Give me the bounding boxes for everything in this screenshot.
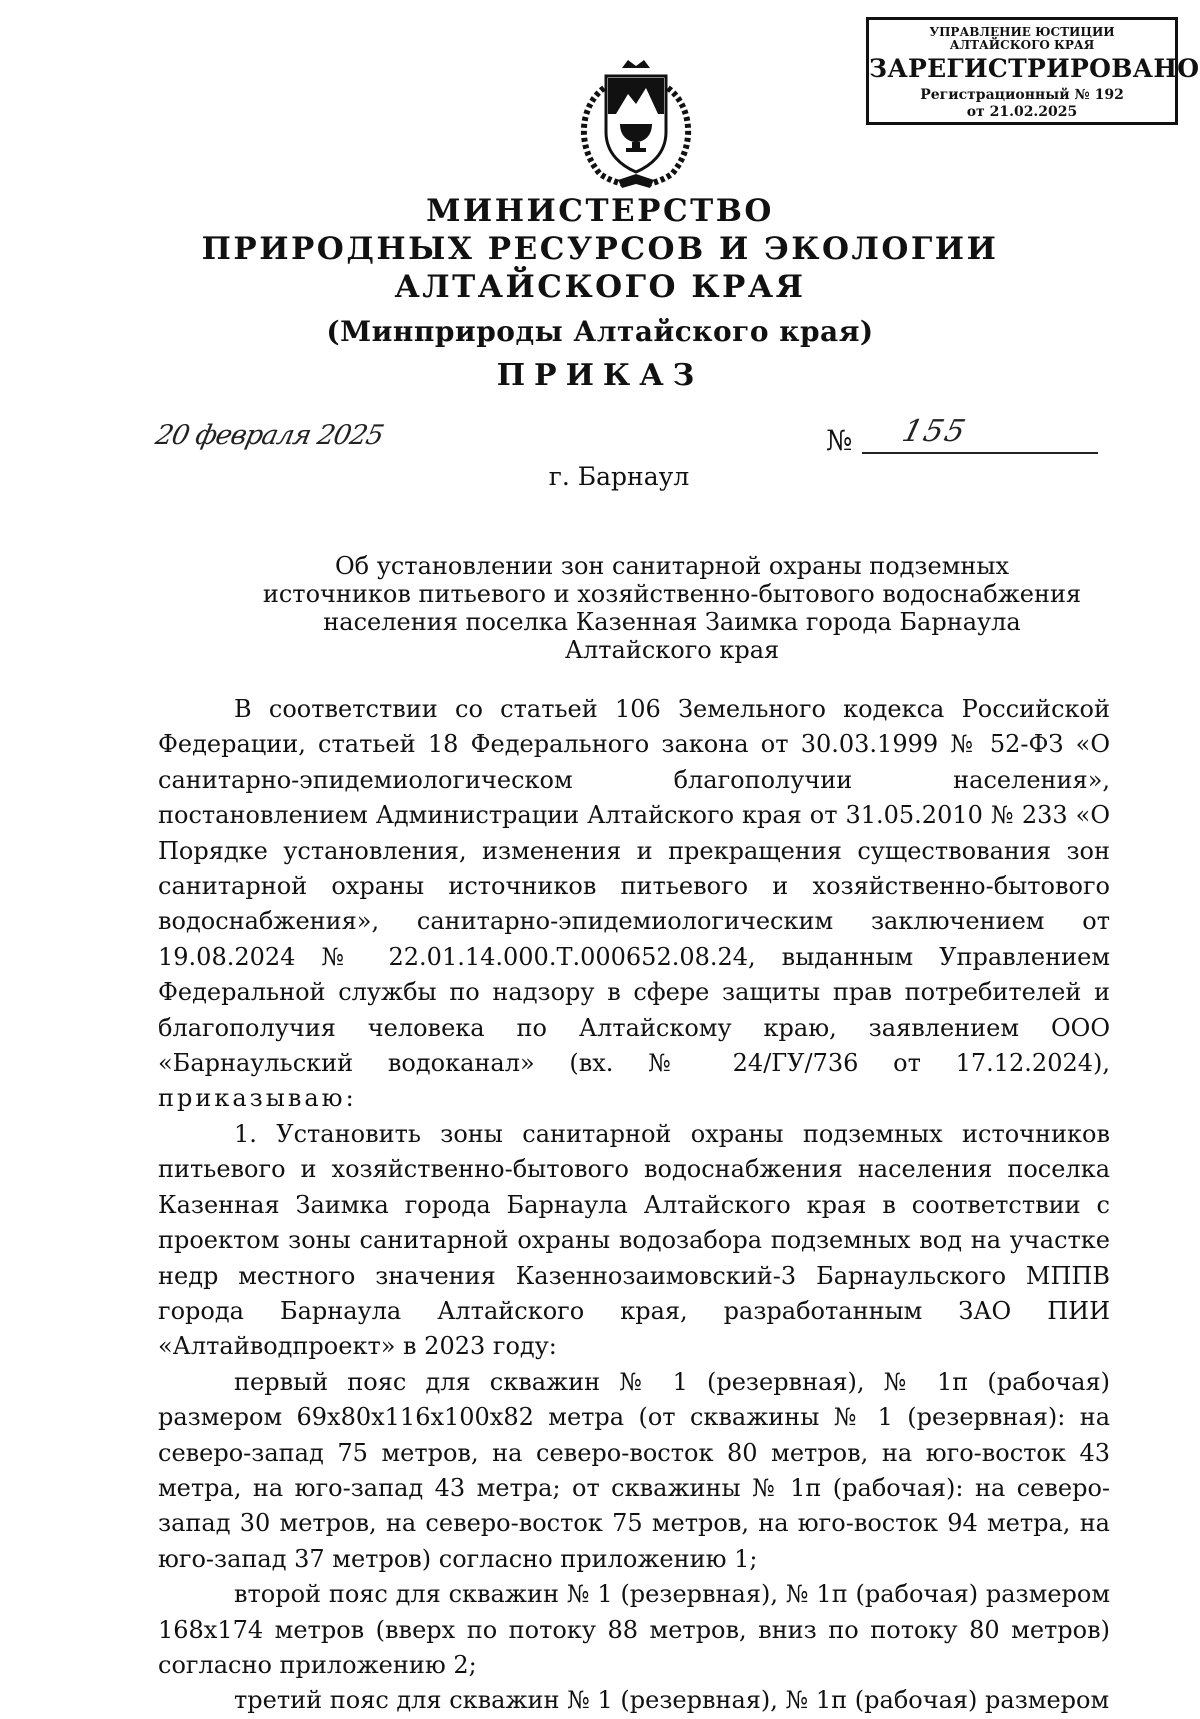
stamp-authority-line2: АЛТАЙСКОГО КРАЯ <box>949 37 1095 52</box>
header-line-1: МИНИСТЕРСТВО <box>426 193 774 229</box>
paragraph-first-belt: первый пояс для скважин № 1 (резервная), № 1п (рабочая) размером 69х80х116х100х82 метра (от скважины № 1 (резервная): на северо-запад 75 метров, на северо-восток 80 метров, на юго-восток 43 метра, на юго-запад 43 метра; от скважины № 1п (рабочая): на северо-запад 30 метров, на северо-восток 75 метров, на юго-восток 94 метра, на юго-запад 37 метров) согласно приложению 1; <box>158 1367 1110 1573</box>
header-line-2: ПРИРОДНЫХ РЕСУРСОВ И ЭКОЛОГИИ <box>201 231 999 267</box>
paragraph-third-belt: третий пояс для скважин № 1 (резервная), № 1п (рабочая) размером <box>234 1686 1110 1715</box>
stamp-status: ЗАРЕГИСТРИРОВАНО <box>869 54 1200 84</box>
stamp-authority-line1: УПРАВЛЕНИЕ ЮСТИЦИИ <box>929 25 1115 39</box>
order-title: Об установлении зон санитарной охраны подземных источников питьевого и хозяйственно-бытового водоснабжения населения поселка Казенная Заимка города Барнаула Алтайского края <box>262 552 1082 664</box>
handwritten-number: 155 <box>898 414 971 449</box>
coat-of-arms-icon <box>566 58 706 190</box>
ministry-header <box>0 192 1200 352</box>
stamp-reg-date: от 21.02.2025 <box>966 104 1078 121</box>
preamble-text: В соответствии со статьей 106 Земельного кодекса Российской Федерации, статьей 18 Федерального закона от 30.03.1999 № 52-ФЗ «О санитарно-эпидемиологическом благополучии населения», постановлением Администрации Алтайского края от 31.05.2010 № 233 «О Порядке установления, изменения и прекращения существования зон санитарной охраны источников питьевого и хозяйственно-бытового водоснабжения», санитарно-эпидемиологическим заключением от 19.08.2024 № 22.01.14.000.Т.000652.08.24, выданным Управлением Федеральной службы по надзору в сфере защиты прав потребителей и благополучия человека по Алтайскому краю, заявлением ООО «Барнаульский водоканал» (вх. № 24/ГУ/736 от 17.12.2024), <box>158 695 1110 1078</box>
order-body <box>158 692 1110 1719</box>
number-underline <box>862 452 1098 454</box>
header-short-name: (Минприроды Алтайского края) <box>326 315 874 348</box>
registration-stamp <box>866 17 1200 125</box>
header-line-3: АЛТАЙСКОГО КРАЯ <box>394 269 806 305</box>
document-type: ПРИКАЗ <box>496 358 704 393</box>
paragraph-second-belt: второй пояс для скважин № 1 (резервная), № 1п (рабочая) размером 168х174 метров (вверх по потоку 88 метров, вниз по потоку 80 метров) согласно приложению 2; <box>158 1580 1110 1679</box>
paragraph-item-1: 1. Установить зоны санитарной охраны подземных источников питьевого и хозяйственно-бытового водоснабжения населения поселка Казенная Заимка города Барнаула Алтайского края в соответствии с проектом зоны санитарной охраны водозабора подземных вод на участке недр местного значения Казеннозаимовский-3 Барнаульского МППВ города Барнаула Алтайского края, разработанным ЗАО ПИИ «Алтайводпроект» в 2023 году: <box>158 1119 1110 1361</box>
handwritten-date: 20 февраля 2025 <box>152 420 386 451</box>
city: г. Барнаул <box>548 462 690 491</box>
stamp-reg-number: Регистрационный № 192 <box>920 87 1124 104</box>
paragraph-preamble <box>158 692 1110 1117</box>
number-label: № <box>826 424 853 457</box>
preamble-order-word: приказываю: <box>158 1084 357 1113</box>
